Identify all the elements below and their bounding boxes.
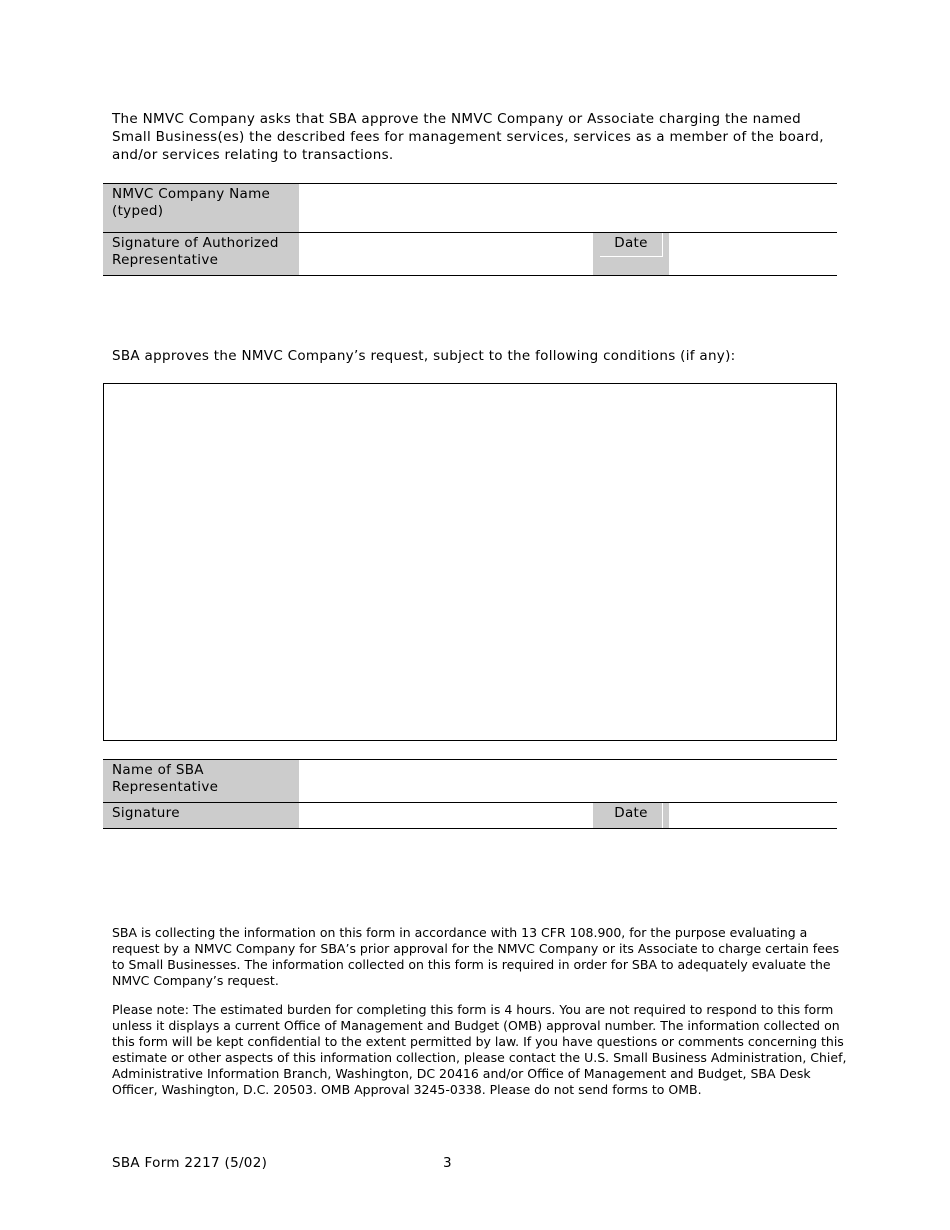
sba-signature-label: Signature xyxy=(112,805,180,821)
table-bottom-rule xyxy=(103,275,837,276)
page-number: 3 xyxy=(443,1155,452,1171)
date-cell-underline xyxy=(600,256,662,257)
intro-paragraph: The NMVC Company asks that SBA approve the NMVC Company or Associate charging the named Small Business(es) the described fees for management services, services as a member of the board, and/or services relating to transactions. xyxy=(112,111,824,163)
sba-rep-name-field[interactable] xyxy=(300,760,836,802)
conditions-text-area[interactable] xyxy=(103,383,837,741)
sba-signature-field[interactable] xyxy=(300,803,592,828)
notice-paragraph-authority: SBA is collecting the information on this form in accordance with 13 CFR 108.900, for the purpose evaluating a request by a NMVC Company for SBA’s prior approval for the NMVC Company or its Associate to charge certain fees to Small Businesses. The information collected on this form is required in order for SBA to adequately evaluate the NMVC Company’s request. xyxy=(112,925,840,988)
sba-table-bottom-rule xyxy=(103,828,837,829)
conditions-heading: SBA approves the NMVC Company’s request, subject to the following conditions (if any): xyxy=(112,348,736,364)
privacy-notice xyxy=(112,925,852,1111)
authorized-signature-label: Signature of Authorized Representative xyxy=(112,235,279,268)
authorized-signature-field[interactable] xyxy=(300,233,592,275)
company-name-label: NMVC Company Name (typed) xyxy=(112,186,271,219)
company-date-label: Date xyxy=(614,235,648,251)
notice-paragraph-burden: Please note: The estimated burden for completing this form is 4 hours. You are not required to respond to this form unless it displays a current Office of Management and Budget (OMB) approval number. The information collected on this form will be kept confidential to the extent permitted by law. If you have questions or comments concerning this estimate or other aspects of this information collection, please contact the U.S. Small Business Administration, Chief, Administrative Information Branch, Washington, DC 20416 and/or Office of Management and Budget, SBA Desk Officer, Washington, D.C. 20503. OMB Approval 3245-0338. Please do not send forms to OMB. xyxy=(112,1002,847,1097)
company-name-field[interactable] xyxy=(300,184,836,232)
company-date-field[interactable] xyxy=(670,233,836,275)
sba-date-field[interactable] xyxy=(670,803,836,828)
form-identifier: SBA Form 2217 (5/02) xyxy=(112,1155,268,1171)
sba-rep-name-label: Name of SBA Representative xyxy=(112,762,219,795)
sba-date-label: Date xyxy=(614,805,648,821)
